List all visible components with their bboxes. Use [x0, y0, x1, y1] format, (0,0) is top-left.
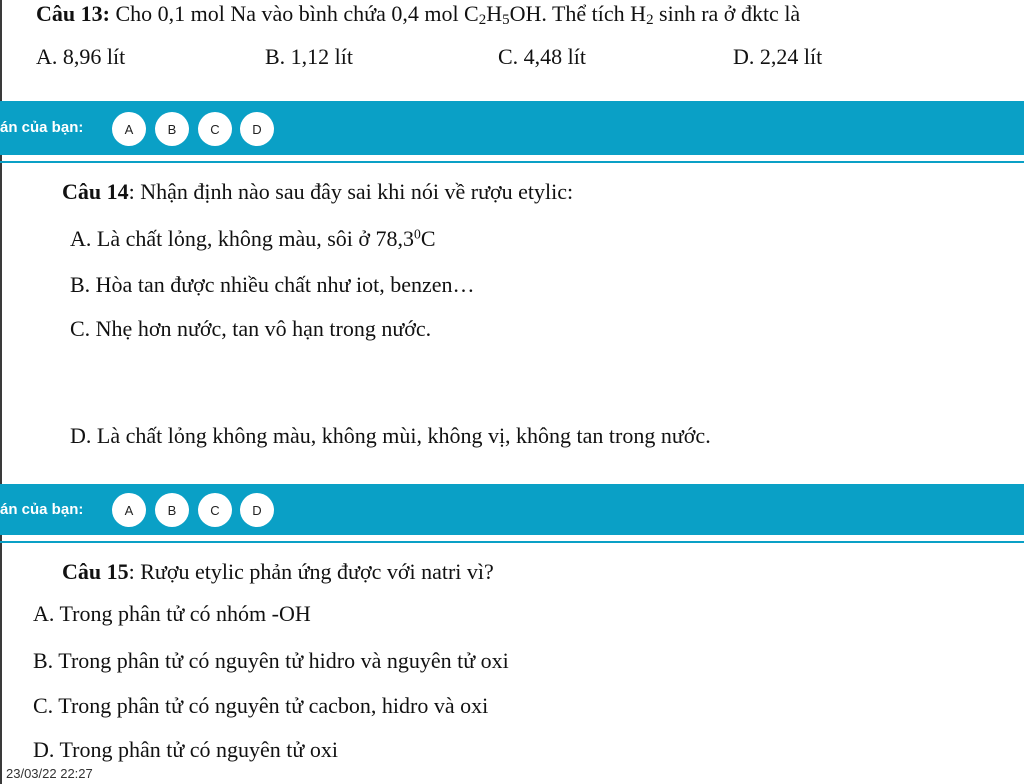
q15-option-d: D. Trong phân tử có nguyên tử oxi: [33, 737, 338, 762]
timestamp: 23/03/22 22:27: [6, 766, 93, 781]
question-13-label: Câu 13:: [36, 1, 110, 26]
q15-option-c: C. Trong phân tử có nguyên tử cacbon, hidro và oxi: [33, 693, 489, 718]
question-14: [62, 181, 573, 203]
answer-2-choice-d[interactable]: D: [240, 493, 274, 527]
answer-bar-1: [0, 101, 1024, 155]
answer-1-choice-a[interactable]: A: [112, 112, 146, 146]
answer-2-choice-b[interactable]: B: [155, 493, 189, 527]
q13-option-c: C. 4,48 lít: [498, 44, 587, 69]
answer-2-choice-a[interactable]: A: [112, 493, 146, 527]
answer-bar-1-label: án của bạn:: [0, 119, 84, 136]
q13-option-b: B. 1,12 lít: [265, 44, 354, 69]
q13-option-a: A. 8,96 lít: [36, 44, 126, 69]
answer-bar-2: [0, 484, 1024, 535]
answer-1-choice-d[interactable]: D: [240, 112, 274, 146]
question-15-text: : Rượu etylic phản ứng được với natri vì?: [128, 559, 494, 584]
answer-1-choice-c[interactable]: C: [198, 112, 232, 146]
q15-option-b: B. Trong phân tử có nguyên tử hidro và nguyên tử oxi: [33, 648, 509, 673]
answer-bar-2-label: án của bạn:: [0, 501, 84, 518]
q14-option-a: A. Là chất lỏng, không màu, sôi ở 78,3$^0$C: [70, 226, 436, 251]
question-13-text-a: Cho 0,1 mol Na vào bình chứa 0,4 mol C: [115, 1, 479, 26]
question-15-label: Câu 15: [62, 559, 129, 584]
answer-bar-2-underline: [0, 541, 1024, 543]
answer-bar-1-underline: [0, 161, 1024, 163]
q13-option-d: D. 2,24 lít: [733, 44, 823, 69]
q15-option-a: A. Trong phân tử có nhóm -OH: [33, 601, 311, 626]
q14-option-b: B. Hòa tan được nhiều chất như iot, benzen…: [70, 272, 475, 297]
question-14-label: Câu 14: [62, 179, 129, 204]
answer-1-choice-b[interactable]: B: [155, 112, 189, 146]
answer-2-choice-c[interactable]: C: [198, 493, 232, 527]
question-15: [62, 561, 494, 583]
question-14-text: : Nhận định nào sau đây sai khi nói về rượu etylic:: [128, 179, 574, 204]
q14-option-c: C. Nhẹ hơn nước, tan vô hạn trong nước.: [70, 316, 432, 341]
question-13: Câu 13: Cho 0,1 mol Na vào bình chứa 0,4 mol $C_2H_5OH$. Thể tích $H_2$ sinh ra ở đktc là: [36, 1, 801, 28]
q14-option-d: D. Là chất lỏng không màu, không mùi, không vị, không tan trong nước.: [70, 423, 711, 448]
